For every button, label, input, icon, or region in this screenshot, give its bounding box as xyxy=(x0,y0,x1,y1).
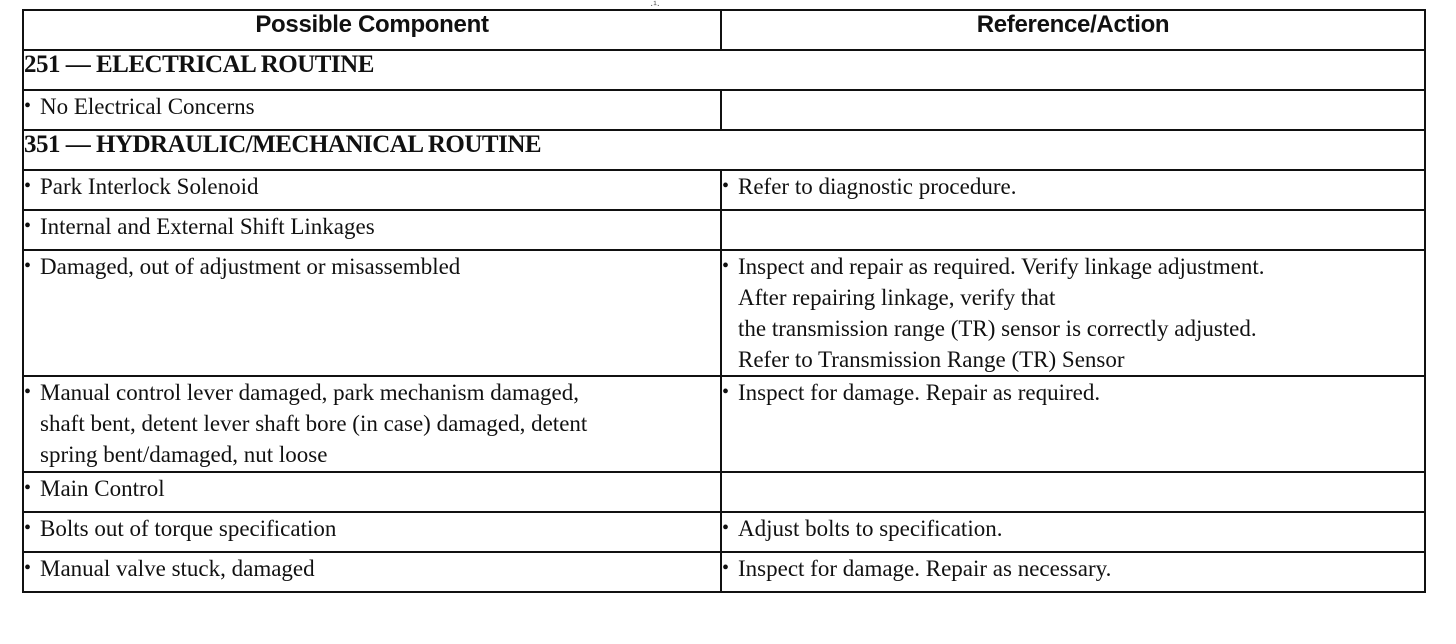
component-text: Manual control lever damaged, park mechanism damaged, shaft bent, detent lever shaft bore (in case) damaged, detent spring bent/damaged, nut loose xyxy=(40,380,588,467)
bullet-glyph: • xyxy=(24,175,32,197)
component-item xyxy=(24,513,720,544)
action-cell xyxy=(721,376,1425,472)
component-cell xyxy=(23,552,721,592)
table-row xyxy=(23,376,1425,472)
component-cell xyxy=(23,90,721,130)
table-row xyxy=(23,512,1425,552)
action-item xyxy=(722,513,1424,544)
action-cell xyxy=(721,170,1425,210)
component-text: Internal and External Shift Linkages xyxy=(40,214,375,239)
action-item xyxy=(722,553,1424,584)
page-top-mark: ·¹· xyxy=(650,0,660,11)
component-text: Damaged, out of adjustment or misassembled xyxy=(40,254,461,279)
action-cell xyxy=(721,552,1425,592)
component-item xyxy=(24,473,720,504)
bullet-glyph: • xyxy=(24,557,32,579)
action-text: Adjust bolts to specification. xyxy=(738,516,1003,541)
bullet-glyph: • xyxy=(24,477,32,499)
component-text: Main Control xyxy=(40,476,165,501)
component-item xyxy=(24,377,720,470)
column-header-reference-action: Reference/Action xyxy=(721,10,1425,50)
action-cell xyxy=(721,250,1425,376)
component-item xyxy=(24,553,720,584)
component-cell xyxy=(23,170,721,210)
action-item xyxy=(722,251,1424,375)
section-header-hydraulic-mechanical-routine: 351 — HYDRAULIC/MECHANICAL ROUTINE xyxy=(23,130,1425,170)
table-row xyxy=(23,250,1425,376)
component-cell xyxy=(23,250,721,376)
component-cell xyxy=(23,376,721,472)
component-item xyxy=(24,171,720,202)
table-row xyxy=(23,210,1425,250)
component-cell xyxy=(23,210,721,250)
bullet-glyph: • xyxy=(722,517,730,539)
component-text: Park Interlock Solenoid xyxy=(40,174,259,199)
bullet-glyph: • xyxy=(24,95,32,117)
bullet-glyph: • xyxy=(24,215,32,237)
bullet-glyph: • xyxy=(722,255,730,277)
action-cell xyxy=(721,90,1425,130)
bullet-glyph: • xyxy=(24,517,32,539)
component-item xyxy=(24,91,720,122)
component-cell xyxy=(23,472,721,512)
table-row xyxy=(23,170,1425,210)
action-cell xyxy=(721,472,1425,512)
component-text: Bolts out of torque specification xyxy=(40,516,337,541)
action-text: Refer to diagnostic procedure. xyxy=(738,174,1017,199)
action-item xyxy=(722,171,1424,202)
bullet-glyph: • xyxy=(24,255,32,277)
bullet-glyph: • xyxy=(24,381,32,403)
action-text: Inspect for damage. Repair as necessary. xyxy=(738,556,1112,581)
action-item xyxy=(722,377,1424,408)
table-row xyxy=(23,90,1425,130)
component-item xyxy=(24,251,720,282)
action-cell xyxy=(721,512,1425,552)
diagnostic-table xyxy=(22,9,1426,593)
table-row xyxy=(23,472,1425,512)
component-item xyxy=(24,211,720,242)
component-text: No Electrical Concerns xyxy=(40,94,255,119)
component-text: Manual valve stuck, damaged xyxy=(40,556,315,581)
section-header-electrical-routine: 251 — ELECTRICAL ROUTINE xyxy=(23,50,1425,90)
bullet-glyph: • xyxy=(722,381,730,403)
bullet-glyph: • xyxy=(722,557,730,579)
bullet-glyph: • xyxy=(722,175,730,197)
action-cell xyxy=(721,210,1425,250)
component-cell xyxy=(23,512,721,552)
table-body xyxy=(23,50,1425,592)
column-header-possible-component: Possible Component xyxy=(23,10,721,50)
action-text: Inspect for damage. Repair as required. xyxy=(738,380,1101,405)
action-text: Inspect and repair as required. Verify linkage adjustment. After repairing linkage, verify that the transmission range (TR) sensor is correctly adjusted. Refer to Transmission Range (TR) Sensor xyxy=(738,254,1265,372)
table-row xyxy=(23,552,1425,592)
